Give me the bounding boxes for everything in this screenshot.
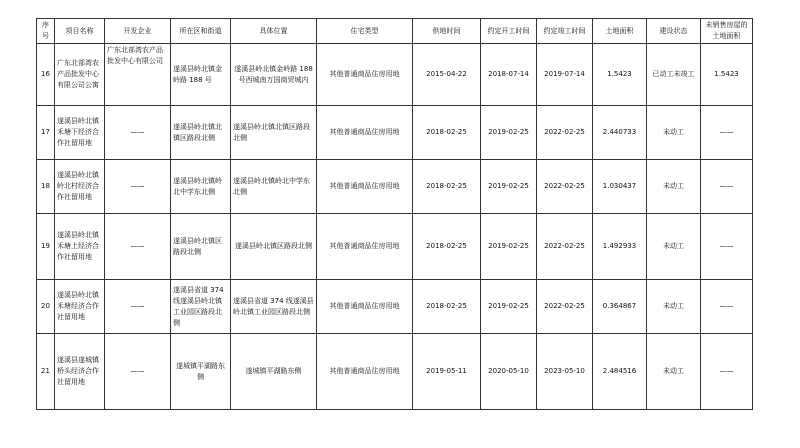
cell-planned-completion: 2022-02-25 xyxy=(537,106,593,160)
cell-location: 遂溪县岭北镇北镇区路段北侧 xyxy=(231,106,317,160)
cell-build-status: 未动工 xyxy=(647,106,701,160)
land-table-wrapper xyxy=(36,18,753,410)
cell-district-street: 遂溪县岭北镇北镇区路段北侧 xyxy=(171,106,231,160)
table-row xyxy=(37,44,753,106)
header-district-street: 所在区和街道 xyxy=(171,19,231,44)
cell-supply-time: 2018-02-25 xyxy=(413,106,481,160)
cell-planned-completion: 2022-02-25 xyxy=(537,214,593,280)
cell-planned-start: 2019-02-25 xyxy=(481,160,537,214)
cell-planned-completion: 2022-02-25 xyxy=(537,160,593,214)
cell-housing-type: 其他普通商品住房用地 xyxy=(317,160,413,214)
cell-build-status: 未动工 xyxy=(647,160,701,214)
cell-land-area: 2.484516 xyxy=(593,334,647,410)
cell-unsold-land-area: —— xyxy=(701,160,753,214)
cell-planned-start: 2019-02-25 xyxy=(481,280,537,334)
cell-build-status: 已动工未竣工 xyxy=(647,44,701,106)
cell-housing-type: 其他普通商品住房用地 xyxy=(317,44,413,106)
header-seq: 序号 xyxy=(37,19,55,44)
cell-planned-completion: 2022-02-25 xyxy=(537,280,593,334)
cell-district-street: 遂城镇平湖路东侧 xyxy=(171,334,231,410)
table-row xyxy=(37,280,753,334)
cell-seq: 19 xyxy=(37,214,55,280)
cell-project-name: 广东北部湾农产品批发中心有限公司公寓 xyxy=(55,44,105,106)
table-row xyxy=(37,160,753,214)
header-location: 具体位置 xyxy=(231,19,317,44)
cell-planned-completion: 2023-05-10 xyxy=(537,334,593,410)
cell-seq: 18 xyxy=(37,160,55,214)
cell-housing-type: 其他普通商品住房用地 xyxy=(317,280,413,334)
cell-seq: 21 xyxy=(37,334,55,410)
cell-build-status: 未动工 xyxy=(647,214,701,280)
cell-housing-type: 其他普通商品住房用地 xyxy=(317,334,413,410)
cell-district-street: 遂溪县省道 374 线遂溪县岭北镇工业园区路段北侧 xyxy=(171,280,231,334)
cell-unsold-land-area: —— xyxy=(701,214,753,280)
cell-supply-time: 2015-04-22 xyxy=(413,44,481,106)
header-housing-type: 住宅类型 xyxy=(317,19,413,44)
cell-district-street: 遂溪县岭北镇岭北中学东北侧 xyxy=(171,160,231,214)
cell-supply-time: 2018-02-25 xyxy=(413,160,481,214)
header-project-name: 项目名称 xyxy=(55,19,105,44)
table-row xyxy=(37,214,753,280)
cell-unsold-land-area: —— xyxy=(701,334,753,410)
header-developer: 开发企业 xyxy=(105,19,171,44)
cell-housing-type: 其他普通商品住房用地 xyxy=(317,106,413,160)
cell-land-area: 0.364867 xyxy=(593,280,647,334)
cell-planned-completion: 2019-07-14 xyxy=(537,44,593,106)
cell-developer: —— xyxy=(105,160,171,214)
table-row xyxy=(37,106,753,160)
cell-planned-start: 2020-05-10 xyxy=(481,334,537,410)
cell-project-name: 遂溪县岭北镇禾塘下经济合作社留用地 xyxy=(55,106,105,160)
header-build-status: 建设状态 xyxy=(647,19,701,44)
cell-district-street: 遂溪县岭北镇金岭路 188 号 xyxy=(171,44,231,106)
cell-supply-time: 2019-05-11 xyxy=(413,334,481,410)
cell-location: 遂溪县岭北镇岭北中学东北侧 xyxy=(231,160,317,214)
cell-developer: —— xyxy=(105,334,171,410)
cell-project-name: 遂溪县遂城镇桥头经济合作社留用地 xyxy=(55,334,105,410)
cell-project-name: 遂溪县岭北镇岭北村经济合作社留用地 xyxy=(55,160,105,214)
cell-unsold-land-area: —— xyxy=(701,280,753,334)
cell-seq: 20 xyxy=(37,280,55,334)
cell-housing-type: 其他普通商品住房用地 xyxy=(317,214,413,280)
cell-unsold-land-area: 1.5423 xyxy=(701,44,753,106)
cell-project-name: 遂溪县岭北镇禾塘经济合作社留用地 xyxy=(55,280,105,334)
cell-location: 遂溪县省道 374 线遂溪县岭北镇工业园区路段北侧 xyxy=(231,280,317,334)
cell-planned-start: 2018-07-14 xyxy=(481,44,537,106)
cell-land-area: 1.492933 xyxy=(593,214,647,280)
cell-developer: 广东北部湾农产品批发中心有限公司 xyxy=(105,44,171,106)
cell-build-status: 未动工 xyxy=(647,280,701,334)
cell-land-area: 2.440733 xyxy=(593,106,647,160)
cell-seq: 16 xyxy=(37,44,55,106)
table-row xyxy=(37,334,753,410)
cell-location: 遂溪县岭北镇金岭路 188 号西城南万国商贸城内 xyxy=(231,44,317,106)
cell-planned-start: 2019-02-25 xyxy=(481,106,537,160)
cell-location: 遂溪县岭北镇区路段北侧 xyxy=(231,214,317,280)
cell-developer: —— xyxy=(105,280,171,334)
header-planned-start: 约定开工时间 xyxy=(481,19,537,44)
header-planned-completion: 约定竣工时间 xyxy=(537,19,593,44)
land-supply-table xyxy=(36,18,753,410)
cell-developer: —— xyxy=(105,106,171,160)
cell-project-name: 遂溪县岭北镇禾塘上经济合作社留用地 xyxy=(55,214,105,280)
header-supply-time: 供地时间 xyxy=(413,19,481,44)
cell-land-area: 1.030437 xyxy=(593,160,647,214)
cell-unsold-land-area: —— xyxy=(701,106,753,160)
cell-location: 遂城镇平湖路东侧 xyxy=(231,334,317,410)
cell-supply-time: 2018-02-25 xyxy=(413,214,481,280)
cell-planned-start: 2019-02-25 xyxy=(481,214,537,280)
cell-seq: 17 xyxy=(37,106,55,160)
cell-developer: —— xyxy=(105,214,171,280)
cell-district-street: 遂溪县岭北镇区路段北侧 xyxy=(171,214,231,280)
header-land-area: 土地面积 xyxy=(593,19,647,44)
cell-build-status: 未动工 xyxy=(647,334,701,410)
cell-land-area: 1.5423 xyxy=(593,44,647,106)
header-unsold-land-area: 未销售房屋的土地面积 xyxy=(701,19,753,44)
cell-supply-time: 2018-02-25 xyxy=(413,280,481,334)
header-row xyxy=(37,19,753,44)
